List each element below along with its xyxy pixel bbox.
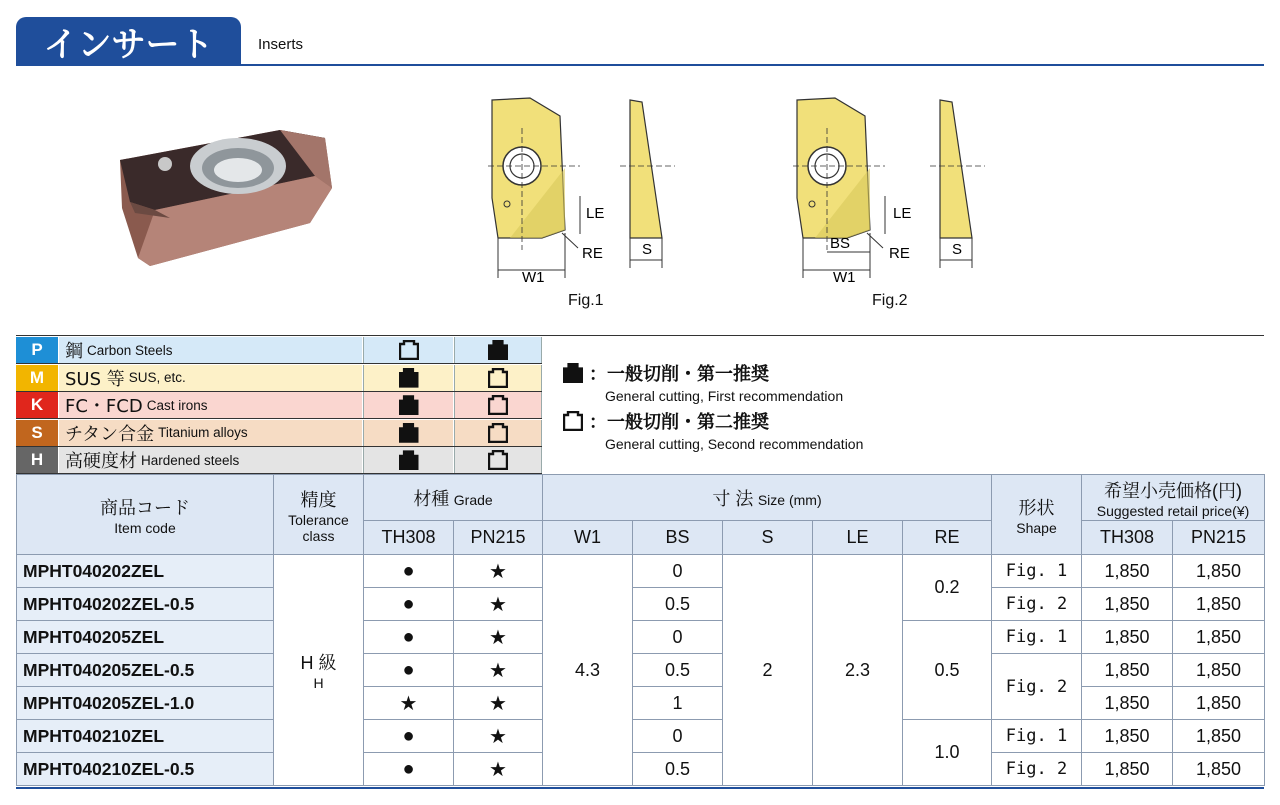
th308-symbol — [363, 337, 453, 363]
fig2-w1-label: W1 — [833, 269, 856, 286]
full-recommend-icon — [399, 395, 419, 415]
material-letter: M — [16, 365, 58, 391]
material-row-m — [16, 365, 542, 392]
bs-value: 0 — [633, 555, 723, 588]
table-row — [17, 654, 1265, 687]
bs-value: 0 — [633, 720, 723, 753]
price-th308: 1,850 — [1082, 654, 1173, 687]
th308-grade: ● — [364, 654, 454, 687]
shape-fig: Fig. 2 — [992, 588, 1082, 621]
fig1-diagram — [470, 88, 730, 288]
fig2-caption: Fig.2 — [872, 292, 908, 309]
header-shape: 形状 Shape — [992, 475, 1082, 555]
item-code: MPHT040205ZEL-0.5 — [17, 654, 274, 687]
hollow-recommend-icon — [563, 411, 583, 431]
hollow-recommend-icon — [488, 423, 508, 443]
pn215-grade: ★ — [454, 753, 543, 786]
full-recommend-icon — [399, 423, 419, 443]
legend-first-en: General cutting, First recommendation — [605, 388, 844, 404]
header-size: 寸 法 Size (mm) — [543, 475, 992, 521]
shape-fig: Fig. 2 — [992, 753, 1082, 786]
th308-grade: ● — [364, 720, 454, 753]
price-th308: 1,850 — [1082, 588, 1173, 621]
fig1-le-label: LE — [586, 205, 605, 222]
header-bs: BS — [633, 521, 723, 555]
th308-symbol — [363, 365, 453, 391]
table-row — [17, 621, 1265, 654]
pn215-symbol — [454, 337, 542, 363]
price-th308: 1,850 — [1082, 621, 1173, 654]
legend-second-jp: ：一般切削・第二推奨 — [589, 412, 769, 433]
header-w1: W1 — [543, 521, 633, 555]
material-name: SUS 等 SUS, etc. — [59, 365, 362, 391]
bs-value: 0.5 — [633, 753, 723, 786]
price-pn215: 1,850 — [1173, 753, 1265, 786]
header-le: LE — [813, 521, 903, 555]
page-subtitle: Inserts — [258, 36, 304, 53]
insert-photo — [110, 118, 340, 268]
legend-first-jp: ：一般切削・第一推奨 — [589, 364, 769, 385]
pn215-grade: ★ — [454, 687, 543, 720]
material-name: 鋼 Carbon Steels — [59, 337, 362, 363]
material-letter: S — [16, 420, 58, 446]
full-recommend-icon — [488, 340, 508, 360]
price-pn215: 1,850 — [1173, 588, 1265, 621]
hollow-recommend-icon — [488, 368, 508, 388]
material-name: チタン合金 Titanium alloys — [59, 420, 362, 446]
tolerance-class: H 級 H — [274, 555, 364, 786]
header-item-code: 商品コード Item code — [17, 475, 274, 555]
header-price: 希望小売価格(円) Suggested retail price(¥) — [1082, 475, 1265, 521]
pn215-symbol — [454, 365, 542, 391]
th308-grade: ● — [364, 621, 454, 654]
material-letter: H — [16, 447, 58, 473]
fig1-re-label: RE — [582, 245, 603, 262]
pn215-grade: ★ — [454, 621, 543, 654]
legend-second — [563, 408, 863, 452]
legend-first — [563, 360, 843, 404]
price-pn215: 1,850 — [1173, 654, 1265, 687]
full-recommend-icon — [399, 368, 419, 388]
pn215-symbol — [454, 420, 542, 446]
price-th308: 1,850 — [1082, 687, 1173, 720]
table-row — [17, 555, 1265, 588]
th308-symbol — [363, 447, 453, 473]
bottom-divider — [16, 787, 1264, 789]
fig1-caption: Fig.1 — [568, 292, 604, 309]
pn215-grade: ★ — [454, 720, 543, 753]
hollow-recommend-icon — [488, 395, 508, 415]
header-divider — [16, 64, 1264, 66]
item-code: MPHT040205ZEL — [17, 621, 274, 654]
material-name: 高硬度材 Hardened steels — [59, 447, 362, 473]
bs-value: 1 — [633, 687, 723, 720]
table-row — [17, 753, 1265, 786]
insert-spec-table — [16, 474, 1265, 786]
fig2-bs-label: BS — [830, 235, 851, 252]
th308-grade: ● — [364, 555, 454, 588]
bs-value: 0.5 — [633, 654, 723, 687]
re-value: 0.5 — [903, 621, 992, 720]
material-row-p — [16, 337, 542, 364]
bs-value: 0.5 — [633, 588, 723, 621]
fig2-re-label: RE — [889, 245, 910, 262]
material-row-s — [16, 420, 542, 447]
th308-grade: ● — [364, 588, 454, 621]
le-value: 2.3 — [813, 555, 903, 786]
full-recommend-icon — [563, 363, 583, 383]
material-letter: K — [16, 392, 58, 418]
header-s: S — [723, 521, 813, 555]
item-code: MPHT040210ZEL-0.5 — [17, 753, 274, 786]
pn215-symbol — [454, 447, 542, 473]
price-pn215: 1,850 — [1173, 621, 1265, 654]
full-recommend-icon — [399, 450, 419, 470]
shape-fig: Fig. 1 — [992, 720, 1082, 753]
s-value: 2 — [723, 555, 813, 786]
fig2-diagram — [775, 88, 1035, 288]
shape-fig: Fig. 1 — [992, 621, 1082, 654]
w1-value: 4.3 — [543, 555, 633, 786]
header-tolerance: 精度 Tolerance class — [274, 475, 364, 555]
price-th308: 1,850 — [1082, 720, 1173, 753]
pn215-grade: ★ — [454, 555, 543, 588]
header-pn215: PN215 — [454, 521, 543, 555]
item-code: MPHT040205ZEL-1.0 — [17, 687, 274, 720]
pn215-grade: ★ — [454, 588, 543, 621]
page-title: インサート — [43, 24, 214, 65]
fig2-le-label: LE — [893, 205, 912, 222]
pn215-grade: ★ — [454, 654, 543, 687]
shape-fig: Fig. 1 — [992, 555, 1082, 588]
re-value: 1.0 — [903, 720, 992, 786]
th308-grade: ● — [364, 753, 454, 786]
th308-symbol — [363, 420, 453, 446]
th308-grade: ★ — [364, 687, 454, 720]
price-pn215: 1,850 — [1173, 720, 1265, 753]
table-row — [17, 588, 1265, 621]
header-price-th308: TH308 — [1082, 521, 1173, 555]
re-value: 0.2 — [903, 555, 992, 621]
header-price-pn215: PN215 — [1173, 521, 1265, 555]
item-code: MPHT040202ZEL — [17, 555, 274, 588]
price-th308: 1,850 — [1082, 753, 1173, 786]
header-grade: 材種 Grade — [364, 475, 543, 521]
table-row — [17, 720, 1265, 753]
header-re: RE — [903, 521, 992, 555]
material-name: FC・FCD Cast irons — [59, 392, 362, 418]
material-row-k — [16, 392, 542, 419]
hollow-recommend-icon — [488, 450, 508, 470]
price-pn215: 1,850 — [1173, 555, 1265, 588]
item-code: MPHT040210ZEL — [17, 720, 274, 753]
shape-fig: Fig. 2 — [992, 654, 1082, 720]
header-th308: TH308 — [364, 521, 454, 555]
fig2-s-label: S — [952, 241, 963, 258]
fig1-w1-label: W1 — [522, 269, 545, 286]
fig1-s-label: S — [642, 241, 653, 258]
page-title-tab — [16, 17, 241, 65]
th308-symbol — [363, 392, 453, 418]
price-pn215: 1,850 — [1173, 687, 1265, 720]
material-letter: P — [16, 337, 58, 363]
material-row-h — [16, 447, 542, 474]
legend-second-en: General cutting, Second recommendation — [605, 436, 864, 452]
price-th308: 1,850 — [1082, 555, 1173, 588]
item-code: MPHT040202ZEL-0.5 — [17, 588, 274, 621]
pn215-symbol — [454, 392, 542, 418]
bs-value: 0 — [633, 621, 723, 654]
hollow-recommend-icon — [399, 340, 419, 360]
